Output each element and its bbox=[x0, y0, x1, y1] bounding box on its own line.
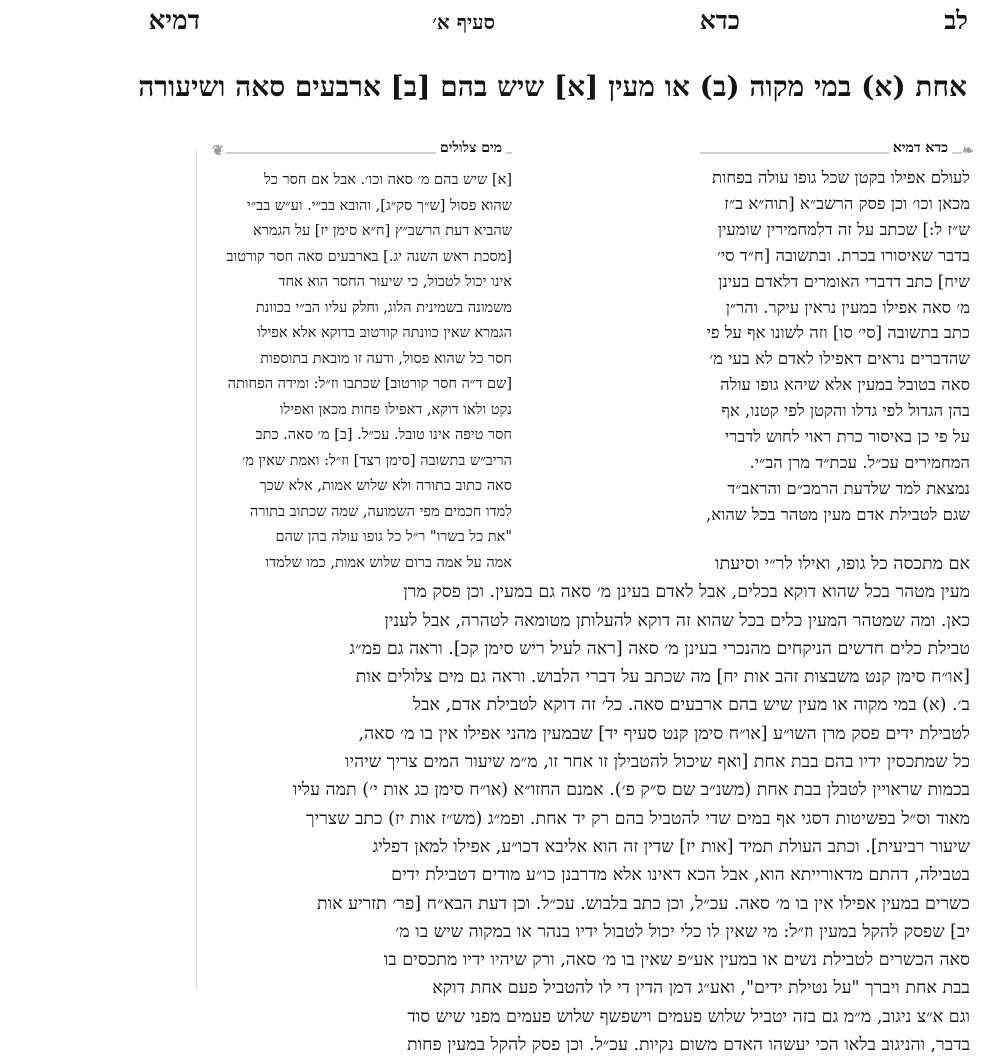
text-line: אינו יכול לטבול, כי שיעור החסר הוא אחד bbox=[278, 274, 512, 290]
text-line: הריב״ש בתשובה [סימן רצד] וז״ל: ואמת שאין מ׳ bbox=[242, 452, 512, 469]
text-line: וגם א״צ ניגוב, מ״מ גם בזה יטביל שלוש פעמים וישפשף שלוש פעמים מפני שיש סוד bbox=[407, 1006, 970, 1027]
text-line: מ׳ סאה אפילו במעין נראין עיקר. והר״ן bbox=[725, 297, 970, 317]
page-number: לב bbox=[944, 6, 968, 35]
text-line: חסר טיפה אינו טובל. עכ״ל. [ב] מ׳ סאה. כתב bbox=[255, 427, 512, 443]
running-head-label: כדא bbox=[699, 6, 740, 35]
text-line: "את כל בשרו" ר״ל כל גופו עולה בהן שהם bbox=[275, 529, 512, 545]
text-line: בדבר שאיסורו בכרת. ובתשובה [ח״ד סי׳ bbox=[717, 245, 970, 265]
text-line: לטבילת ידים פסק מרן השו״ע [או״ח סימן קנט סעיף יד] שבמעין מהני אפילו אין בו מ׳ סאה, bbox=[358, 723, 970, 744]
text-line: כתב בתשובה [סי׳ סו] וזה לשונו אף על פי bbox=[706, 323, 970, 343]
text-line: מאוד וס״ל בפשיטות דסגי אף במים שדי להטביל בהם רק יד אחת. ופמ״ג (מש״ז אות יז) כתב שצריך bbox=[306, 808, 970, 829]
running-head-section: סעיף א׳ bbox=[432, 10, 495, 34]
text-line: בדבר, והניגוב בלאו הכי יעשהו האדם משום נקיות. עכ״ל. וכן פסק להקל במעין פחות bbox=[407, 1035, 970, 1056]
text-line: מעין מטהר בכל שהוא דוקא בכלים, אבל לאדם בעינן מ׳ סאה גם במעין. וכן פסק מרן bbox=[403, 582, 970, 603]
text-line: סאה כתוב בתורה ולא שלוש אמות, אלא שכך bbox=[259, 478, 512, 494]
text-line: אם מתכסה כל גופו, ואילו לר״י וסיעתו bbox=[715, 554, 970, 574]
left-column-header bbox=[212, 140, 512, 162]
text-line: הגמרא שאין כוונתה קורטוב בדוקא אלא אפילו bbox=[256, 325, 512, 341]
text-line: סאה בטובל במעין אלא שיהא גופו עולה bbox=[720, 375, 970, 395]
running-head bbox=[0, 6, 1000, 50]
ornament-icon: ❦ bbox=[212, 143, 224, 159]
text-line: [מסכת ראש השנה יג.] בארבעים סאה חסר קורטוב bbox=[226, 248, 512, 265]
left-column-text bbox=[212, 168, 512, 576]
text-line: שיח] כתב דדברי האומרים דלאדם בעינן bbox=[718, 271, 970, 291]
right-column-text bbox=[520, 165, 970, 528]
text-line: סאה הכשרים לטבילת נשים או במעין אע״פ שאין בו מ׳ סאה, ורק שיהיו ידיו מתכסים בו bbox=[383, 950, 970, 971]
text-line: נמצאת למד שלדעת הרמב״ם והראב״ד bbox=[727, 478, 970, 498]
text-line: בכמות שראויין לטבלן בבת אחת (משנ״ב שם ס״ק פ׳). אמנם החזו״א (או״ח סימן כג אות י׳) תמה עליו bbox=[292, 780, 970, 801]
text-line: [או״ח סימן קנט משבצות זהב אות יח] מה שכתב על דברי הלבוש. וראה גם מים צלולים אות bbox=[355, 667, 970, 688]
text-line: למדו חכמים מפי השמועה, שמה שכתוב בתורה bbox=[250, 503, 512, 520]
text-line: טבילת כלים חדשים הניקחים מהנכרי בעינן מ׳ סאה [ראה לעיל ריש סימן קכ]. וראה גם פמ״ג bbox=[349, 638, 970, 659]
text-line: לעולם אפילו בקטן שכל גופו עולה בפחות bbox=[712, 168, 970, 187]
text-line: ש״ז ל:] שכתב על זה דלמחמירין שומעין bbox=[717, 219, 970, 239]
right-column-header bbox=[700, 140, 974, 162]
text-line: שהביא דעת הרשב״ץ [ח״א סימן יז] על הגמרא bbox=[253, 223, 512, 239]
text-line: יב] שפסק להקל במעין וז״ל: מי שאין לו כלי יכול לטבול ידיו בנהר או במקוה שיש בו מ׳ bbox=[395, 921, 970, 942]
text-line: שהוא פסול [ש״ך סק״ג], והובא בב״י. וע״ש בב״י bbox=[246, 197, 512, 214]
text-line: [א] שיש בהם מ׳ סאה וכו׳. אבל אם חסר כל bbox=[264, 172, 512, 188]
text-line: בטבילה, דהתם מדאורייתא הוא, אבל הכא דאינו אלא מדרבנן כו״ע מודים דטבילת ידים bbox=[391, 865, 970, 886]
text-line: שגם לטבילת אדם מעין מטהר בכל שהוא, bbox=[705, 504, 970, 524]
text-line: כל שמתכסין ידיו בהם בבת אחת [ואף שיכול להטבילן זו אחר זו, מ״מ שיעור המים צריך שיהיו bbox=[345, 752, 970, 773]
text-line: אמה על אמה ברום שלוש אמות, כמו שלמדו bbox=[265, 554, 512, 571]
text-line: שיעור רביעית]. וכתב העולת תמיד [אות יז] שדין זה הוא אליבא דכו״ע, אפילו למאן דפליג bbox=[372, 836, 970, 857]
text-line: מכאן וכו׳ וכן פסק הרשב״א [תוה״א ב״ז bbox=[724, 193, 970, 213]
text-line: שהדברים נראים דאפילו לאדם לא בעי מ׳ bbox=[709, 349, 970, 369]
text-line: ב׳. (א) במי מקוה או מעין שיש בהם ארבעים סאה. כל׳ זה דוקא לטבילת אדם, אבל bbox=[412, 695, 970, 716]
text-line: חסר כל שהוא פסול, ודעה זו מובאת בתוספות bbox=[260, 350, 512, 367]
text-line: [שם ד״ה חסר קורטוב] שכתבו וז״ל: ומידה הפחותה bbox=[227, 376, 512, 392]
main-text-heading: אחת (א) במי מקוה (ב) או מעין [א] שיש בהם [ב] ארבעים סאה ושיעורה bbox=[138, 70, 967, 103]
full-width-text bbox=[20, 550, 970, 1059]
left-column-title: מים צלולים bbox=[436, 140, 506, 157]
text-line: בהן הגדול לפי גדלו והקטן לפי קטנו, אף bbox=[721, 401, 970, 421]
text-line: כשרים במעין אפילו אין בו מ׳ סאה. עכ״ל, וכן כתב בלבוש. עכ״ל. וכן דעת הבא״ח [פר׳ תזריע אות bbox=[316, 893, 970, 914]
text-line: משמונה בשמינית הלוג, וחלק עליו הב״י בכוונת bbox=[255, 299, 512, 316]
text-line: בבת אחת ויברך "על נטילת ידים", ואע״ג דמן הדין די לו להטביל פעם אחת דוקא bbox=[432, 978, 970, 999]
text-line: על פי כן באיסור כרת ראוי לחוש לדברי bbox=[724, 427, 970, 447]
text-line: נקט ולאו דוקא, דאפילו פחות מכאן ואפילו bbox=[279, 401, 512, 418]
right-column-title: כדא דמיא bbox=[889, 140, 952, 157]
ornament-icon: ❧ bbox=[962, 143, 974, 159]
text-line: כאן. ומה שמטהר המעין כלים בכל שהוא זה דוקא להעלותן מטומאה לטהרה, אבל לענין bbox=[384, 610, 970, 631]
running-head-chapter: דמיא bbox=[148, 6, 200, 36]
text-line: המחמירים עכ״ל. עכת״ד מרן הב״י. bbox=[749, 452, 970, 472]
